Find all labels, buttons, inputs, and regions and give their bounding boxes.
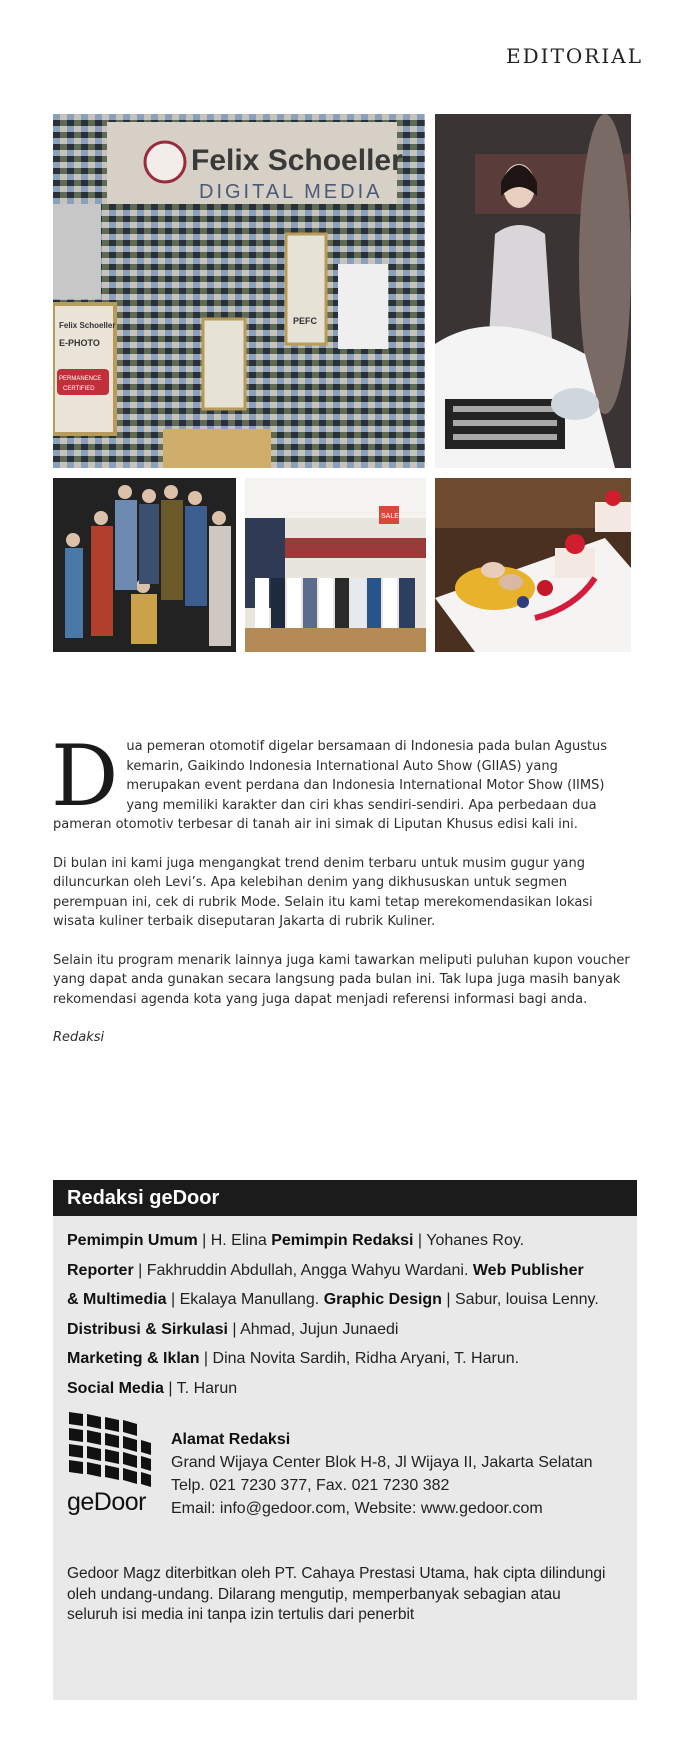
store-sale-sign: SALE (381, 513, 399, 520)
poster-badge-line1: PERMANENCE (59, 376, 102, 382)
staff-role: Reporter (67, 1261, 134, 1279)
address-block (171, 1428, 631, 1520)
staff-names: | Yohanes Roy. (413, 1232, 525, 1249)
address-phone: Telp. 021 7230 377, Fax. 021 7230 382 (171, 1477, 450, 1494)
staff-role: Social Media (67, 1379, 164, 1397)
drop-cap: D (51, 727, 119, 825)
staff-names: | Fakhruddin Abdullah, Angga Wahyu Wardani. (133, 1261, 473, 1279)
staff-line (67, 1256, 627, 1286)
paragraph-1-text: ua pemeran otomotif digelar bersamaan di Indonesia pada bulan Agustus kemarin, Gaikindo Indonesia International Auto Show (GIIAS) yang merupakan event perdana dan Indonesia International Motor Show (IIMS) yang memiliki karakter dan ciri khas sendiri-sendiri. Apa perbedaan dua pameran otomotiv terbesar di tanah air ini simak di Liputan Khusus edisi kali ini. (53, 739, 608, 832)
poster-badge-line2: CERTIFIED (63, 386, 95, 392)
denim-group-photo (53, 478, 236, 652)
staff-line (67, 1315, 627, 1345)
article-paragraph-2: Di bulan ini kami juga mengangkat trend denim terbaru untuk musim gugur yang diluncurkan oleh Levi’s. Apa kelebihan denim yang dikhususkan untuk segmen perempuan ini, cek di rubrik Mode. Selain itu kami tetap merekomendasikan lokasi wisata kuliner terbaik diseputaran Jakarta di rubrik Kuliner. (53, 855, 593, 929)
staff-line (67, 1344, 627, 1374)
gedoor-logo-text: geDoor (67, 1488, 146, 1516)
staff-list (67, 1226, 627, 1403)
staff-names: | T. Harun (163, 1379, 238, 1397)
pefc-label: PEFC (293, 316, 318, 326)
publisher-disclaimer: Gedoor Magz diterbitkan oleh PT. Cahaya Prestasi Utama, hak cipta dilindungi oleh undang-undang. Dilarang mengutip, memperbanyak sebagian atau seluruh isi media ini tanpa izin tertulis dari penerbit (67, 1565, 606, 1623)
staff-line (67, 1374, 627, 1404)
section-title: EDITORIAL (506, 44, 643, 68)
address-street: Grand Wijaya Center Blok H-8, Jl Wijaya II, Jakarta Selatan (171, 1454, 593, 1471)
staff-names: | Ahmad, Jujun Junaedi (227, 1320, 399, 1338)
credits-box (53, 1216, 637, 1700)
poster-product: E-PHOTO (59, 338, 100, 348)
article-paragraph-3: Selain itu program menarik lainnya juga kami tawarkan meliputi puluhan kupon voucher yang dapat anda gunakan secara langsung pada bulan ini. Tak lupa juga masih banyak rekomendasi agenda kota yang juga dapat menjadi referensi informasi bagi anda. (53, 952, 630, 1007)
staff-names: | Sabur, louisa Lenny. (441, 1291, 599, 1308)
staff-role: Pemimpin Umum (67, 1232, 198, 1249)
clothing-store-photo (245, 478, 426, 652)
staff-role: Marketing & Iklan (67, 1350, 200, 1367)
dessert-plate-photo (435, 478, 631, 652)
staff-line (67, 1285, 627, 1315)
gedoor-logo-icon (67, 1410, 153, 1488)
gedoor-logo (67, 1410, 153, 1520)
staff-line (67, 1226, 627, 1256)
staff-role: Graphic Design (323, 1291, 442, 1308)
staff-names: | Ekalaya Manullang. (166, 1291, 324, 1308)
staff-role: Web Publisher (472, 1261, 584, 1279)
staff-names: | H. Elina (197, 1232, 272, 1249)
auto-show-model-photo (435, 114, 631, 468)
exhibition-booth-photo (53, 114, 425, 468)
address-title: Alamat Redaksi (171, 1431, 291, 1448)
poster-brand: Felix Schoeller (59, 321, 116, 330)
staff-role: Distribusi & Sirkulasi (67, 1320, 228, 1338)
exhibition-sign-line1: Felix Schoeller (191, 144, 403, 177)
staff-names: | Dina Novita Sardih, Ridha Aryani, T. Harun. (199, 1350, 520, 1367)
exhibition-sign-line2: DIGITAL MEDIA (199, 181, 383, 203)
staff-role: Pemimpin Redaksi (271, 1232, 414, 1249)
editorial-article (51, 727, 631, 1067)
credits-title-bar: Redaksi geDoor (53, 1180, 637, 1216)
address-contact: Email: info@gedoor.com, Website: www.gedoor.com (171, 1500, 543, 1517)
article-paragraph-1 (51, 727, 631, 835)
article-signature: Redaksi (53, 1030, 105, 1045)
staff-role: & Multimedia (67, 1291, 167, 1308)
